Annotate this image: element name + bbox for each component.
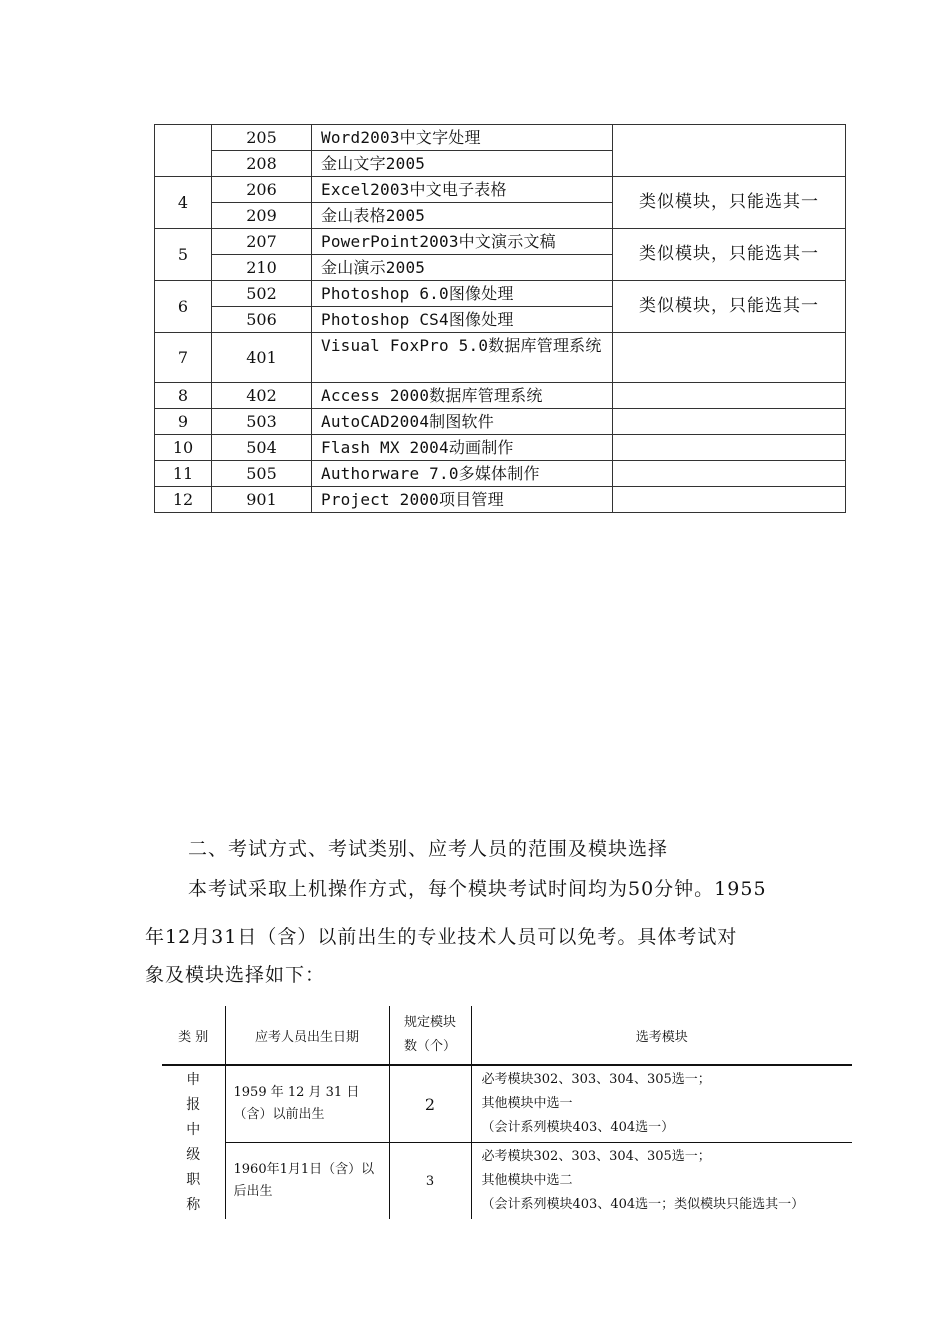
- category-char: 称: [186, 1196, 201, 1213]
- seq-cell: 12: [155, 487, 212, 513]
- module-line: 其他模块中选二: [481, 1173, 573, 1188]
- table-row: [162, 1065, 852, 1143]
- table-row: [155, 125, 846, 151]
- code-cell: 502: [212, 281, 312, 307]
- module-line: （会计系列模块403、404选一）: [481, 1120, 675, 1135]
- code-cell: 401: [212, 333, 312, 383]
- table-row: [155, 461, 846, 487]
- module-name-cell: Authorware 7.0多媒体制作: [312, 461, 613, 487]
- table-row: [162, 1143, 852, 1220]
- table-row: [155, 487, 846, 513]
- module-name-cell: Visual FoxPro 5.0数据库管理系统: [312, 333, 613, 383]
- category-char: 报: [186, 1096, 201, 1113]
- module-name-cell: Photoshop CS4图像处理: [312, 307, 613, 333]
- module-name-cell: Flash MX 2004动画制作: [312, 435, 613, 461]
- paragraph-line: 象及模块选择如下：: [145, 964, 326, 986]
- code-cell: 205: [212, 125, 312, 151]
- note-cell: [613, 409, 846, 435]
- paragraph-line: 年12月31日（含）以前出生的专业技术人员可以免考。具体考试对: [145, 926, 738, 948]
- modules-cell: [471, 1065, 852, 1143]
- seq-cell: 6: [155, 281, 212, 333]
- code-cell: 503: [212, 409, 312, 435]
- header-modules: 选考模块: [471, 1006, 852, 1065]
- note-cell: [613, 125, 846, 177]
- code-cell: 210: [212, 255, 312, 281]
- seq-cell: 10: [155, 435, 212, 461]
- code-cell: 504: [212, 435, 312, 461]
- category-char: 中: [186, 1121, 201, 1138]
- code-cell: 209: [212, 203, 312, 229]
- module-name-cell: Access 2000数据库管理系统: [312, 383, 613, 409]
- seq-cell: [155, 125, 212, 177]
- table-row: [155, 435, 846, 461]
- note-cell: [613, 383, 846, 409]
- seq-cell: 7: [155, 333, 212, 383]
- seq-cell: 4: [155, 177, 212, 229]
- birth-date-cell: 1959 年 12 月 31 日（含）以前出生: [225, 1065, 389, 1143]
- module-name-cell: Project 2000项目管理: [312, 487, 613, 513]
- code-cell: 402: [212, 383, 312, 409]
- required-count-cell: 2: [389, 1065, 471, 1143]
- seq-cell: 8: [155, 383, 212, 409]
- category-cell: [162, 1065, 225, 1219]
- note-cell: 类似模块，只能选其一: [613, 229, 846, 281]
- module-name-cell: 金山表格2005: [312, 203, 613, 229]
- module-name-cell: 金山文字2005: [312, 151, 613, 177]
- module-line: 必考模块302、303、304、305选一；: [481, 1072, 711, 1087]
- birth-date-cell: 1960年1月1日（含）以后出生: [225, 1143, 389, 1220]
- seq-cell: 11: [155, 461, 212, 487]
- note-cell: [613, 461, 846, 487]
- category-char: 级: [186, 1146, 201, 1163]
- module-line: （会计系列模块403、404选一；类似模块只能选其一）: [481, 1197, 805, 1212]
- module-name-cell: AutoCAD2004制图软件: [312, 409, 613, 435]
- table-row: [155, 281, 846, 307]
- note-cell: [613, 333, 846, 383]
- code-cell: 901: [212, 487, 312, 513]
- header-birth-date: 应考人员出生日期: [225, 1006, 389, 1065]
- category-char: 职: [186, 1171, 201, 1188]
- paragraph-line: 本考试采取上机操作方式，每个模块考试时间均为50分钟。1955: [188, 878, 767, 900]
- section-heading: 二、考试方式、考试类别、应考人员的范围及模块选择: [188, 838, 669, 860]
- note-cell: 类似模块，只能选其一: [613, 281, 846, 333]
- table-row: [155, 383, 846, 409]
- table-row: [155, 177, 846, 203]
- module-line: 其他模块中选一: [481, 1096, 573, 1111]
- code-cell: 506: [212, 307, 312, 333]
- header-required: 规定模块数（个）: [389, 1006, 471, 1065]
- modules-cell: [471, 1143, 852, 1220]
- module-name-cell: 金山演示2005: [312, 255, 613, 281]
- code-cell: 207: [212, 229, 312, 255]
- module-name-cell: PowerPoint2003中文演示文稿: [312, 229, 613, 255]
- header-category: 类 别: [178, 1029, 209, 1045]
- module-table: [154, 124, 846, 513]
- table-row: [155, 333, 846, 383]
- table-row: [155, 409, 846, 435]
- note-cell: [613, 435, 846, 461]
- note-cell: [613, 487, 846, 513]
- module-line: 必考模块302、303、304、305选一；: [481, 1149, 711, 1164]
- code-cell: 206: [212, 177, 312, 203]
- module-name-cell: Excel2003中文电子表格: [312, 177, 613, 203]
- table-row: [155, 229, 846, 255]
- code-cell: 505: [212, 461, 312, 487]
- seq-cell: 9: [155, 409, 212, 435]
- required-count-cell: 3: [389, 1143, 471, 1220]
- category-char: 申: [186, 1071, 201, 1088]
- exam-table: [162, 1006, 852, 1219]
- seq-cell: 5: [155, 229, 212, 281]
- module-name-cell: Photoshop 6.0图像处理: [312, 281, 613, 307]
- note-cell: 类似模块，只能选其一: [613, 177, 846, 229]
- module-name-cell: Word2003中文字处理: [312, 125, 613, 151]
- code-cell: 208: [212, 151, 312, 177]
- table-header-row: [162, 1006, 852, 1065]
